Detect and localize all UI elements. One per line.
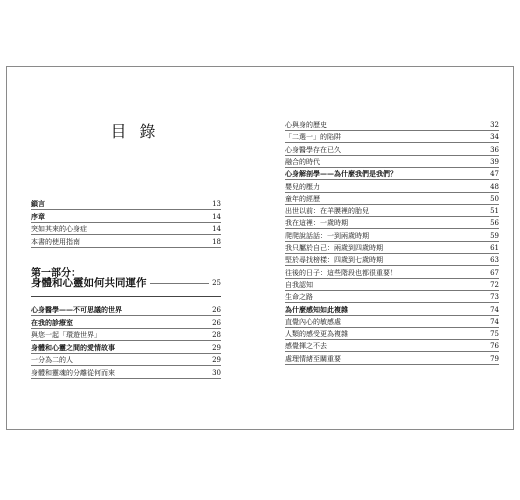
toc-entry-page: 14: [212, 225, 221, 234]
divider: [31, 247, 221, 248]
toc-entry-label: 在我的診療室: [31, 317, 73, 327]
toc-entry-page: 34: [490, 133, 499, 142]
toc-entry-label: 堅於尋找榜樣：四歲到七歲時期: [285, 256, 383, 265]
toc-entry-label: 一分為二的人: [31, 356, 73, 365]
toc-entry-page: 32: [490, 121, 499, 129]
toc-entry-page: 67: [490, 268, 499, 277]
toc-entry-label: 鎖言: [31, 199, 45, 208]
toc-entry-label: 心身醫學——不可思議的世界: [31, 305, 122, 314]
divider: [285, 364, 499, 365]
part-title-entry[interactable]: [31, 275, 221, 291]
book-spread: [6, 66, 514, 430]
toc-entry-page: 50: [490, 194, 499, 203]
toc-entry-page: 61: [490, 244, 499, 252]
toc-entry-label: 融合的時代: [285, 157, 320, 166]
toc-entry-page: 73: [490, 293, 499, 302]
toc-entry-page: 28: [212, 331, 221, 340]
toc-entry-page: 13: [212, 200, 221, 208]
toc-entry-page: 76: [490, 342, 499, 351]
part-title-page: 25: [212, 279, 221, 287]
toc-entry-page: 79: [490, 354, 499, 363]
toc-entry-label: 我只屬於自己：兩歲到四歲時期: [285, 244, 383, 252]
toc-entry-label: 身體和心靈之間的愛情故事: [31, 342, 115, 352]
toc-entry-page: 14: [212, 212, 221, 221]
toc-entry-label: 出世以前：在羊膜裡的胎兒: [285, 207, 369, 216]
toc-entry-label: 爬爬說話話：一到兩歲時期: [285, 231, 369, 240]
toc-entry-page: 39: [490, 157, 499, 166]
leader-line: [150, 283, 210, 284]
toc-entry-label: 我在這裡：一歲時期: [285, 219, 348, 228]
toc-entry-label: 心身解剖學——為什麼我們是我們？: [285, 169, 397, 179]
toc-entry-label: 「二選一」的陷阱: [285, 133, 341, 142]
toc-entry-label: 序章: [31, 211, 45, 221]
toc-entry-page: 48: [490, 182, 499, 191]
toc-entry-label: 身體和靈魂的分離從何而來: [31, 369, 115, 377]
toc-entry-label: 生命之路: [285, 293, 313, 302]
toc-entry-label: 心與身的歷史: [285, 121, 327, 129]
toc-entry-label: 嬰兒的壓力: [285, 182, 320, 191]
toc-entry-label: 直覺內心的敏感處: [285, 317, 341, 326]
toc-entry-label: 與您一起「環遊世界」: [31, 331, 101, 340]
toc-entry-page: 72: [490, 280, 499, 289]
toc-entry-label: 心身醫學存在已久: [285, 145, 341, 154]
toc-entry-page: 36: [490, 145, 499, 154]
toc-entry-page: 18: [212, 237, 221, 246]
toc-entry-label: 童年的經歷: [285, 194, 320, 203]
toc-entry-page: 74: [490, 305, 499, 314]
toc-entry-label: 人類的感受更為複雜: [285, 330, 348, 339]
part-title: 身體和心靈如何共同運作: [31, 277, 147, 289]
toc-entry-page: 59: [490, 231, 499, 240]
toc-entry-label: 突如其來的心身症: [31, 225, 87, 234]
toc-entry-page: 63: [490, 256, 499, 265]
toc-entry-label: 自我認知: [285, 280, 313, 289]
toc-entry-label: 處理情緒至關重要: [285, 354, 341, 363]
toc-entry-page: 75: [490, 330, 499, 339]
toc-entry-label: 感覺揮之不去: [285, 342, 327, 351]
page-title: 目 錄: [110, 122, 160, 141]
part-label: 第一部分：: [31, 268, 81, 279]
toc-entry-page: 51: [490, 207, 499, 216]
toc-entry-label: 本書的使用指南: [31, 237, 80, 246]
toc-entry-page: 26: [212, 306, 221, 314]
divider: [31, 378, 221, 379]
toc-entry-page: 29: [212, 356, 221, 365]
toc-entry-page: 74: [490, 317, 499, 326]
toc-entry-page: 56: [490, 219, 499, 228]
toc-entry-label: 為什麼感知如此複雜: [285, 304, 348, 314]
divider: [31, 296, 221, 297]
toc-entry-label: 往後的日子：這些階段也都很重要！: [285, 268, 397, 277]
toc-entry-page: 30: [212, 369, 221, 377]
toc-entry-page: 29: [212, 343, 221, 352]
toc-entry-page: 26: [212, 318, 221, 327]
toc-entry-page: 47: [490, 170, 499, 179]
